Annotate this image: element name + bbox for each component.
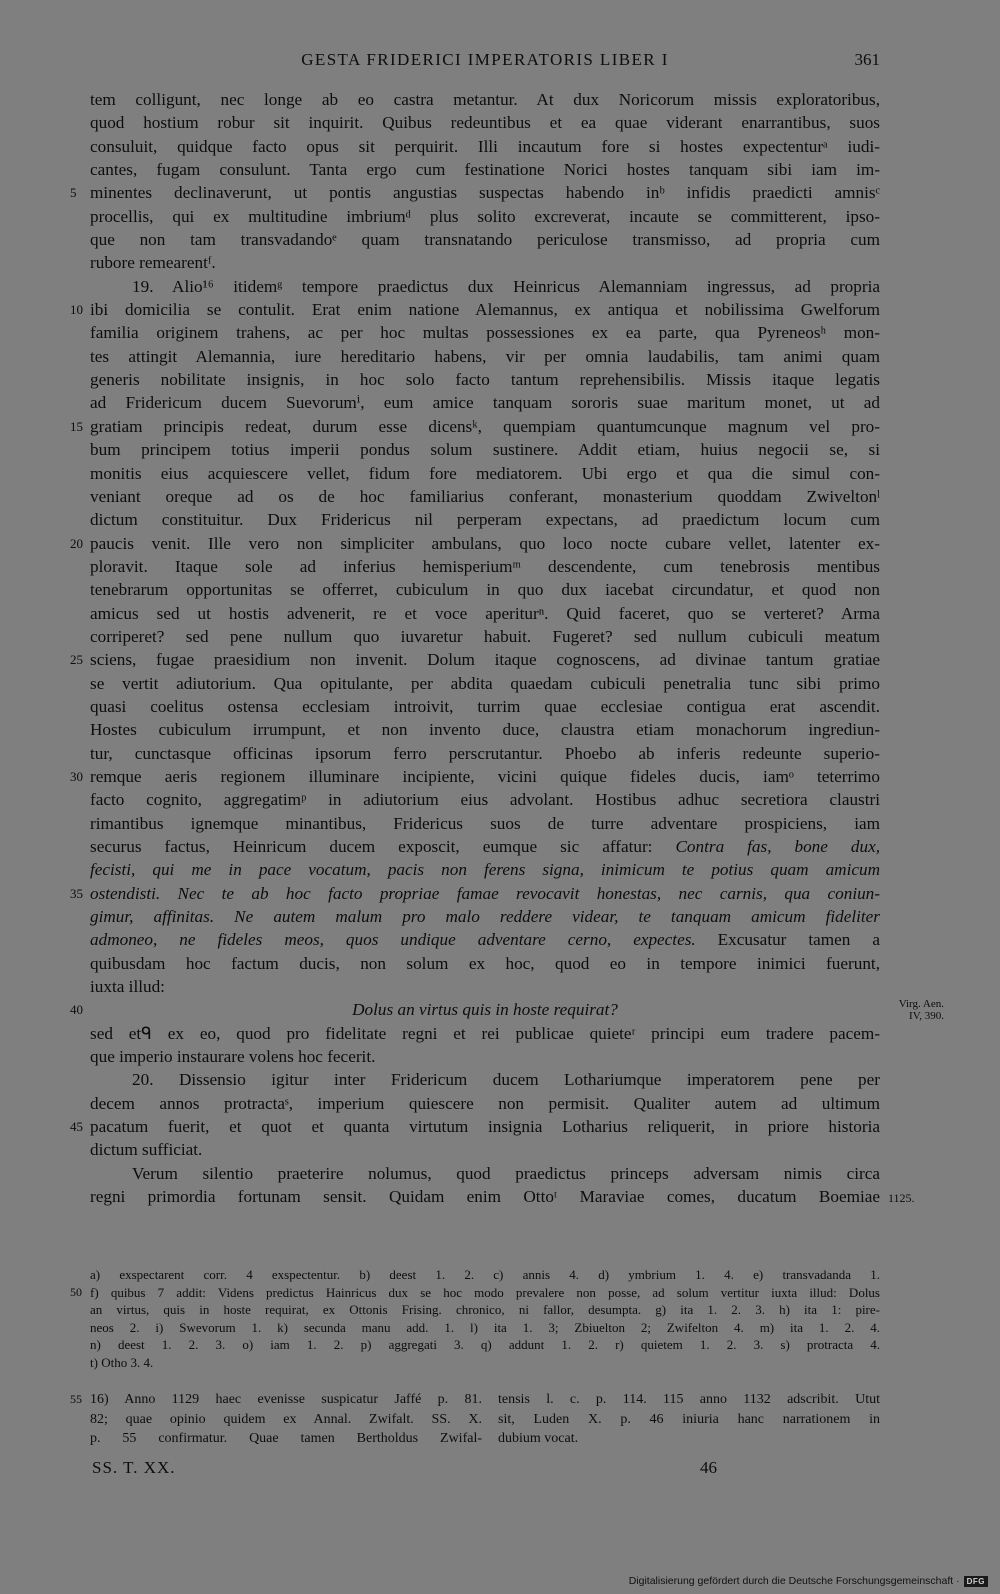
text-line (0, 905, 1000, 928)
line-number: 55 (70, 1392, 82, 1406)
text-line (0, 485, 1000, 508)
line-text: sciens, fugae praesidium non invenit. Dolum itaque cognoscens, ad divinae tantum gratiae (90, 650, 880, 670)
line-text: familia originem trahens, ac per hoc multas possessiones ex ea parte, qua Pyreneosʰ mon- (90, 323, 880, 343)
running-title: GESTA FRIDERICI IMPERATORIS LIBER I (301, 50, 669, 69)
line-text: rimantibus ignemque minantibus, Fridericus suos de turre adventare prospiciens, iam (90, 813, 880, 833)
text-line (0, 672, 1000, 695)
line-text: dictum sufficiat. (90, 1140, 203, 1160)
text-line (0, 415, 1000, 438)
line-text: que imperio instaurare volens hoc fecerit. (90, 1047, 376, 1067)
line-text: generis nobilitate insignis, in hoc solo facto tantum reprehensibilis. Missis itaque legatis (90, 370, 880, 390)
credit-text: Digitalisierung gefördert durch die Deutsche Forschungsgemeinschaft · (628, 1575, 960, 1587)
commentary-line (0, 1390, 1000, 1410)
commentary-line (0, 1410, 1000, 1430)
apparatus-text: n) deest 1. 2. 3. o) iam 1. 2. p) aggregati 3. q) addunt 1. 2. r) quietem 1. 2. 3. s) protracta 4. (90, 1337, 880, 1353)
digitization-credit (629, 1575, 988, 1587)
line-text: tenebrarum opportunitas se offerret, cubiculum in quo dux iacebat circundatur, et quod non (90, 580, 880, 600)
marginal-reference-line: Virg. Aen. (898, 998, 944, 1011)
text-line (0, 812, 1000, 835)
text-line (0, 205, 1000, 228)
line-text: ad Fridericum ducem Suevorumⁱ, eum amice tanquam sororis suae maritum monet, ut ad (90, 393, 880, 413)
text-line (0, 135, 1000, 158)
text-line (0, 532, 1000, 555)
sheet-number: 46 (700, 1458, 717, 1477)
text-line (0, 952, 1000, 975)
line-text: rubore remearentᶠ. (90, 253, 216, 273)
line-text: gratiam principis redeat, durum esse dicensᵏ, quempiam quantumcunque magnum vel pro- (90, 416, 880, 436)
line-text: procellis, qui ex multitudine imbriumᵈ plus solito excreverat, incaute se committerent, ipso- (90, 206, 880, 226)
line-text: 20. Dissensio igitur inter Fridericum ducem Lothariumque imperatorem pene per (132, 1070, 880, 1090)
line-text: Hostes cubiculum irrumpunt, et non invento duce, claustra etiam monachorum ingrediun- (90, 720, 880, 740)
text-line (0, 228, 1000, 251)
marginal-date: 1125. (888, 1191, 915, 1206)
line-text: minentes declinaverunt, ut pontis angustias suspectas habendo inᵇ infidis praedicti amnisᶜ (90, 183, 880, 203)
line-text: quibusdam hoc factum ducis, non solum ex hoc, quod eo in tempore inimici fuerunt, (90, 953, 880, 973)
apparatus-line (0, 1354, 1000, 1372)
text-line (0, 858, 1000, 881)
line-text: quod hostium robur sit inquirit. Quibus redeuntibus et ea quae viderant enarrantibus, suos (90, 113, 880, 133)
line-text: fecisti, qui me in pace vocatum, pacis non ferens signa, inimicum te potius quam amicum (90, 860, 880, 880)
text-line (0, 718, 1000, 741)
commentary-left-text: 82; quae opinio quidem ex Annal. Zwifalt. SS. X. (90, 1411, 482, 1427)
text-line (0, 625, 1000, 648)
text-line (0, 368, 1000, 391)
line-text: regni primordia fortunam sensit. Quidam enim Ottoᵗ Maraviae comes, ducatum Boemiae (90, 1187, 880, 1207)
text-line (0, 882, 1000, 905)
line-text: tur, cunctasque officinas ipsorum ferro perscrutantur. Phoebo ab inferis redeunte superio- (90, 743, 880, 763)
line-text: Dolus an virtus quis in hoste requirat? (352, 1000, 618, 1020)
line-number: 30 (70, 768, 83, 784)
page-number: 361 (854, 50, 880, 69)
line-text: ibi domicilia se contulit. Erat enim natione Alemannus, ex antiqua et nobilissima Gwelforum (90, 300, 880, 320)
apparatus-text: an virtus, quis in hoste requirat, ex Ottonis Frising. chronico, ni fallor, desumpta. g) ita 1. 2. 3. h) ita 1: pire- (90, 1302, 880, 1318)
text-line (0, 928, 1000, 951)
text-line (0, 742, 1000, 765)
line-text: tes attingit Alemannia, iure hereditario habens, vir per omnia laudabilis, tam animi quam (90, 346, 880, 366)
text-line (0, 648, 1000, 671)
line-text: se vertit adiutorium. Qua opitulante, per abdita quaedam cubiculi penetralia tunc sibi primo (90, 673, 880, 693)
apparatus-line (0, 1336, 1000, 1354)
commentary-left-text: 16) Anno 1129 haec evenisse suspicatur Jaffé p. 81. (90, 1392, 482, 1407)
line-text: Verum silentio praeterire nolumus, quod praedictus princeps adversam nimis circa (132, 1163, 880, 1183)
line-text: admoneo, ne fideles meos, quos undique adventare cerno, expectes. Excusatur tamen a (90, 930, 880, 950)
commentary-right-text: tensis l. c. p. 114. 115 anno 1132 adscribit. Utut (498, 1392, 880, 1407)
sheet-signature: SS. T. XX. (92, 1458, 176, 1477)
text-line (0, 158, 1000, 181)
commentary-right-text: sit, Luden X. p. 46 iniuria hanc narrationem in (498, 1411, 880, 1427)
line-text: remque aeris regionem illuminare incipiente, vicini quique fideles ducis, iamᵒ teterrimo (90, 766, 880, 786)
commentary-right-text: dubium vocat. (498, 1431, 579, 1446)
line-text: quasi coelitus ostensa ecclesiam introivit, turrim quae ecclesiae contigua erat ascendit. (90, 696, 880, 716)
line-number: 50 (70, 1284, 82, 1299)
line-text: cantes, fugam consulunt. Tanta ergo cum festinatione Norici hostes tanquam sibi iam im- (90, 160, 880, 180)
line-text: consuluit, quidque facto opus sit perquirit. Illi incautum fore si hostes expectenturᵃ iudi- (90, 136, 880, 156)
text-line (0, 555, 1000, 578)
text-line (0, 1185, 1000, 1208)
text-line (0, 181, 1000, 204)
text-line (0, 1092, 1000, 1115)
text-line (0, 111, 1000, 134)
line-text: gimur, affinitas. Ne autem malum pro malo reddere videar, te tanquam amicum fideliter (90, 907, 880, 927)
line-text: paucis venit. Ille vero non simpliciter ambulans, quo loco nocte cubare vellet, latenter ex- (90, 533, 880, 553)
marginal-reference (884, 998, 944, 1022)
line-text: monitis eius acquiescere vellet, fidum fore mediatorem. Ubi ergo et qua die simul con- (90, 463, 880, 483)
commentary-line (0, 1429, 1000, 1449)
main-text (0, 88, 1000, 1209)
line-text: que non tam transvadandoᵉ quam transnatando periculose transmisso, ad propria cum (90, 230, 880, 250)
text-line (0, 438, 1000, 461)
text-line (0, 1045, 1000, 1068)
apparatus-text: f) quibus 7 addit: Videns predictus Hainricus dux se hoc modo prevalere non posse, ad solum vertitur iuxta illud: Dolus (90, 1284, 880, 1300)
line-text: securus factus, Heinricum ducem exposcit, eumque sic affatur: Contra fas, bone dux, (90, 837, 880, 856)
text-line (0, 1162, 1000, 1185)
line-number: 40 (70, 1002, 83, 1018)
line-text: decem annos protractaˢ, imperium quiescere non permisit. Qualiter autem ad ultimum (90, 1093, 880, 1113)
line-text: ostendisti. Nec te ab hoc facto propriae famae revocavit honestas, nec carnis, qua coniun- (90, 883, 880, 903)
text-line (0, 1115, 1000, 1138)
text-line (0, 788, 1000, 811)
apparatus-line (0, 1319, 1000, 1337)
italic-text: admoneo, ne fideles meos, quos undique adventare cerno, expectes. (90, 930, 696, 950)
running-header (90, 48, 880, 74)
text-line (0, 298, 1000, 321)
text-line (0, 1138, 1000, 1161)
apparatus-text: a) exspectarent corr. 4 exspectentur. b) deest 1. 2. c) annis 4. d) ymbrium 1. 4. e) transvadanda 1. (90, 1267, 880, 1282)
line-text: pacatum fuerit, et quot et quanta virtutum insignia Lotharius reliquerit, in priore historia (90, 1117, 880, 1137)
line-number: 25 (70, 652, 83, 668)
text-line (0, 345, 1000, 368)
text-line (0, 275, 1000, 298)
dfg-logo: DFG (964, 1576, 988, 1587)
text-line (0, 251, 1000, 274)
line-text: ploravit. Itaque sole ad inferius hemisperiumᵐ descendente, cum tenebrosis mentibus (90, 556, 880, 576)
marginal-reference-line: IV, 390. (909, 1010, 944, 1023)
text-line (0, 88, 1000, 111)
line-number: 15 (70, 418, 83, 434)
text-line (0, 508, 1000, 531)
apparatus-text: neos 2. i) Swevorum 1. k) secunda manu add. 1. l) ita 1. 3; Zbiuelton 2; Zwifelton 4. m) ita 1. 2. 4. (90, 1319, 880, 1335)
text-line (0, 462, 1000, 485)
line-text: 19. Alio¹⁶ itidemᵍ tempore praedictus dux Heinricus Alemanniam ingressus, ad propria (132, 276, 880, 296)
text-line (0, 765, 1000, 788)
text-line (0, 1022, 1000, 1045)
line-number: 20 (70, 535, 83, 551)
line-text: sed etᑫ ex eo, quod pro fidelitate regni et rei publicae quieteʳ principi eum tradere pacem- (90, 1023, 880, 1043)
italic-text: Contra fas, bone dux, (675, 837, 880, 856)
text-line (0, 602, 1000, 625)
apparatus-text: t) Otho 3. 4. (90, 1354, 154, 1370)
text-line (0, 578, 1000, 601)
text-line (0, 391, 1000, 414)
apparatus-line (0, 1284, 1000, 1302)
line-text: corriperet? sed pene nullum quo iuvaretur habuit. Fugeret? sed nullum cubiculi meatum (90, 626, 880, 646)
line-number: 35 (70, 885, 83, 901)
line-text: iuxta illud: (90, 977, 165, 997)
apparatus-line (0, 1266, 1000, 1284)
text-line (0, 321, 1000, 344)
commentary-notes (0, 1390, 1000, 1449)
commentary-left-text: p. 55 confirmatur. Quae tamen Bertholdus Zwifal- (90, 1431, 482, 1446)
line-text: tem colligunt, nec longe ab eo castra metantur. At dux Noricorum missis exploratoribus, (90, 90, 880, 109)
text-line (0, 695, 1000, 718)
text-line (0, 835, 1000, 858)
line-number: 45 (70, 1119, 83, 1135)
text-line (0, 1068, 1000, 1091)
apparatus-line (0, 1301, 1000, 1319)
line-number: 5 (70, 185, 77, 201)
line-text: veniant oreque ad os de hoc familiarius conferant, monasterium quoddam Zwiveltonˡ (90, 486, 880, 506)
line-text: amicus sed ut hostis advenerit, re et voce aperiturⁿ. Quid faceret, quo se verteret? Arma (90, 603, 880, 623)
line-text: facto cognito, aggregatimᵖ in adiutorium eius advolant. Hostibus adhuc secretiora claustri (90, 790, 880, 810)
critical-apparatus (0, 1266, 1000, 1372)
line-text: dictum constituitur. Dux Fridericus nil perperam expectans, ad praedictum locum cum (90, 510, 880, 530)
text-line (0, 998, 1000, 1021)
text-line (0, 975, 1000, 998)
line-number: 10 (70, 302, 83, 318)
line-text: bum principem totius imperii pondus solum sustinere. Addit etiam, huius negocii se, si (90, 440, 880, 460)
